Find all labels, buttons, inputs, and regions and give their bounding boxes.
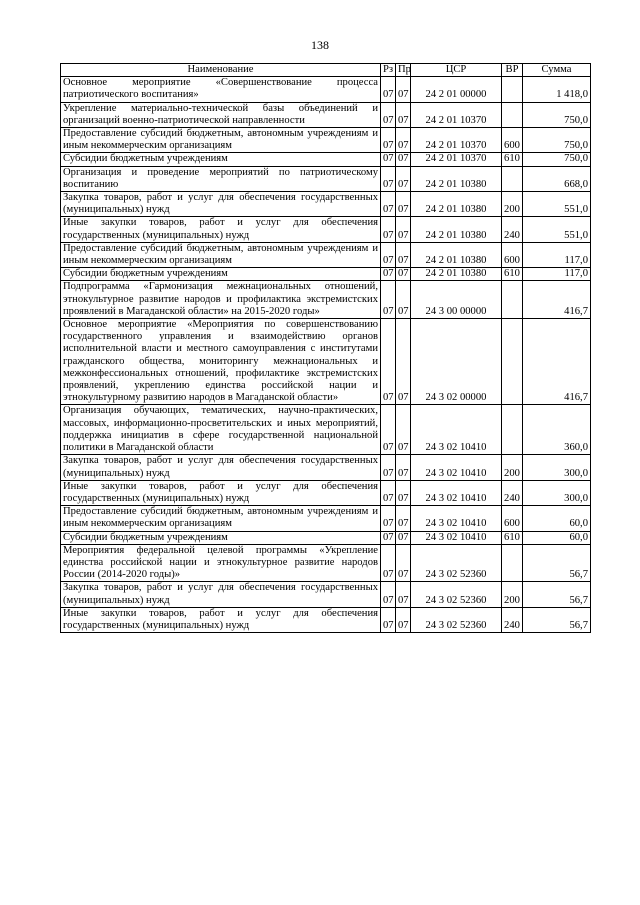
cell-pr: 07 — [396, 102, 411, 127]
cell-pr: 07 — [396, 607, 411, 632]
cell-name: Иные закупки товаров, работ и услуг для обеспечения государственных (муниципальных) нужд — [61, 607, 381, 632]
cell-sum: 117,0 — [523, 242, 591, 267]
cell-sum: 1 418,0 — [523, 77, 591, 102]
cell-sum: 416,7 — [523, 281, 591, 319]
cell-vr — [502, 319, 523, 405]
cell-name: Мероприятия федеральной целевой программы «Укрепление единства российской нации и этнокультурное развитие народов России (2014-2020 годы)» — [61, 544, 381, 582]
cell-vr: 240 — [502, 217, 523, 242]
cell-name: Субсидии бюджетным учреждениям — [61, 153, 381, 166]
cell-name: Закупка товаров, работ и услуг для обеспечения государственных (муниципальных) нужд — [61, 582, 381, 607]
table-row — [61, 455, 591, 480]
cell-rz: 07 — [381, 268, 396, 281]
cell-name: Подпрограмма «Гармонизация межнациональных отношений, этнокультурное развитие народов и профилактика экстремистских проявлений в Магаданской области» на 2015-2020 годы» — [61, 281, 381, 319]
cell-sum: 551,0 — [523, 192, 591, 217]
cell-name: Основное мероприятие «Мероприятия по совершенствованию государственного управления и взаимодействию органов исполнительной власти и местного самоуправления с институтами гражданского общества, мониторингу межнациональных и межконфессиональных отношений, профилактике экстремистских проявлений, укреплению единства российской нации и этнокультурному развитию народов в Магаданской области» — [61, 319, 381, 405]
table-body — [61, 77, 591, 633]
cell-pr: 07 — [396, 128, 411, 153]
cell-name: Иные закупки товаров, работ и услуг для обеспечения государственных (муниципальных) нужд — [61, 217, 381, 242]
table-row — [61, 102, 591, 127]
cell-pr: 07 — [396, 319, 411, 405]
cell-vr — [502, 102, 523, 127]
cell-pr: 07 — [396, 455, 411, 480]
cell-csr: 24 3 02 10410 — [411, 480, 502, 505]
page-number: 138 — [311, 38, 329, 52]
table-header — [61, 64, 591, 77]
cell-sum: 56,7 — [523, 582, 591, 607]
cell-rz: 07 — [381, 77, 396, 102]
table-row — [61, 242, 591, 267]
table-row — [61, 506, 591, 531]
cell-pr: 07 — [396, 405, 411, 455]
cell-vr: 200 — [502, 192, 523, 217]
cell-rz: 07 — [381, 153, 396, 166]
cell-sum: 56,7 — [523, 544, 591, 582]
budget-table — [60, 63, 591, 633]
header-sum: Сумма — [523, 64, 591, 77]
cell-pr: 07 — [396, 281, 411, 319]
cell-rz: 07 — [381, 166, 396, 191]
header-row — [61, 64, 591, 77]
table-row — [61, 480, 591, 505]
header-pr: Пр — [396, 64, 411, 77]
cell-csr: 24 3 00 00000 — [411, 281, 502, 319]
cell-vr: 600 — [502, 506, 523, 531]
cell-rz: 07 — [381, 242, 396, 267]
table-row — [61, 582, 591, 607]
cell-name: Иные закупки товаров, работ и услуг для обеспечения государственных (муниципальных) нужд — [61, 480, 381, 505]
cell-sum: 360,0 — [523, 405, 591, 455]
cell-name: Предоставление субсидий бюджетным, автономным учреждениям и иным некоммерческим организациям — [61, 242, 381, 267]
cell-name: Предоставление субсидий бюджетным, автономным учреждениям и иным некоммерческим организациям — [61, 506, 381, 531]
cell-csr: 24 2 01 10380 — [411, 268, 502, 281]
cell-vr: 240 — [502, 607, 523, 632]
cell-csr: 24 2 01 10370 — [411, 102, 502, 127]
table-row — [61, 192, 591, 217]
cell-rz: 07 — [381, 607, 396, 632]
header-rz: Рз — [381, 64, 396, 77]
table-row — [61, 217, 591, 242]
cell-vr — [502, 281, 523, 319]
cell-name: Основное мероприятие «Совершенствование процесса патриотического воспитания» — [61, 77, 381, 102]
cell-pr: 07 — [396, 166, 411, 191]
cell-rz: 07 — [381, 102, 396, 127]
cell-csr: 24 2 01 10380 — [411, 192, 502, 217]
cell-vr: 240 — [502, 480, 523, 505]
header-csr: ЦСР — [411, 64, 502, 77]
table-row — [61, 268, 591, 281]
cell-rz: 07 — [381, 217, 396, 242]
table-row — [61, 405, 591, 455]
cell-name: Предоставление субсидий бюджетным, автономным учреждениям и иным некоммерческим организациям — [61, 128, 381, 153]
cell-rz: 07 — [381, 531, 396, 544]
cell-name: Субсидии бюджетным учреждениям — [61, 531, 381, 544]
cell-csr: 24 3 02 52360 — [411, 607, 502, 632]
cell-pr: 07 — [396, 544, 411, 582]
table-row — [61, 153, 591, 166]
cell-pr: 07 — [396, 480, 411, 505]
cell-rz: 07 — [381, 319, 396, 405]
cell-name: Закупка товаров, работ и услуг для обеспечения государственных (муниципальных) нужд — [61, 192, 381, 217]
table-row — [61, 531, 591, 544]
cell-pr: 07 — [396, 506, 411, 531]
cell-pr: 07 — [396, 531, 411, 544]
cell-rz: 07 — [381, 455, 396, 480]
table-row — [61, 544, 591, 582]
cell-pr: 07 — [396, 217, 411, 242]
cell-csr: 24 2 01 10370 — [411, 128, 502, 153]
cell-csr: 24 2 01 00000 — [411, 77, 502, 102]
table-row — [61, 77, 591, 102]
header-vr: ВР — [502, 64, 523, 77]
cell-csr: 24 3 02 52360 — [411, 544, 502, 582]
table-row — [61, 281, 591, 319]
table-row — [61, 166, 591, 191]
cell-sum: 60,0 — [523, 531, 591, 544]
cell-sum: 60,0 — [523, 506, 591, 531]
cell-sum: 300,0 — [523, 480, 591, 505]
header-name: Наименование — [61, 64, 381, 77]
cell-csr: 24 3 02 10410 — [411, 531, 502, 544]
cell-name: Организация обучающих, тематических, научно-практических, массовых, информационно-просветительских и иных мероприятий, поддержка инициатив в сфере государственной национальной политики в Магаданской области — [61, 405, 381, 455]
cell-name: Субсидии бюджетным учреждениям — [61, 268, 381, 281]
cell-pr: 07 — [396, 192, 411, 217]
table-row — [61, 128, 591, 153]
cell-vr: 610 — [502, 531, 523, 544]
table-row — [61, 319, 591, 405]
cell-sum: 416,7 — [523, 319, 591, 405]
cell-vr: 610 — [502, 268, 523, 281]
cell-rz: 07 — [381, 480, 396, 505]
cell-sum: 750,0 — [523, 128, 591, 153]
cell-csr: 24 2 01 10380 — [411, 166, 502, 191]
cell-vr — [502, 544, 523, 582]
cell-vr — [502, 77, 523, 102]
cell-vr: 600 — [502, 128, 523, 153]
cell-csr: 24 3 02 00000 — [411, 319, 502, 405]
cell-name: Укрепление материально-технической базы объединений и организаций военно-патриотической направленности — [61, 102, 381, 127]
cell-rz: 07 — [381, 582, 396, 607]
cell-sum: 300,0 — [523, 455, 591, 480]
cell-sum: 56,7 — [523, 607, 591, 632]
cell-vr — [502, 405, 523, 455]
cell-pr: 07 — [396, 153, 411, 166]
cell-csr: 24 3 02 10410 — [411, 455, 502, 480]
cell-vr: 610 — [502, 153, 523, 166]
cell-pr: 07 — [396, 77, 411, 102]
cell-csr: 24 3 02 10410 — [411, 506, 502, 531]
cell-csr: 24 3 02 10410 — [411, 405, 502, 455]
cell-sum: 668,0 — [523, 166, 591, 191]
cell-csr: 24 2 01 10370 — [411, 153, 502, 166]
cell-csr: 24 2 01 10380 — [411, 217, 502, 242]
cell-pr: 07 — [396, 242, 411, 267]
cell-sum: 750,0 — [523, 153, 591, 166]
cell-rz: 07 — [381, 192, 396, 217]
cell-rz: 07 — [381, 128, 396, 153]
cell-rz: 07 — [381, 281, 396, 319]
cell-sum: 117,0 — [523, 268, 591, 281]
cell-csr: 24 2 01 10380 — [411, 242, 502, 267]
table-row — [61, 607, 591, 632]
cell-vr — [502, 166, 523, 191]
cell-rz: 07 — [381, 405, 396, 455]
cell-rz: 07 — [381, 544, 396, 582]
cell-sum: 750,0 — [523, 102, 591, 127]
cell-pr: 07 — [396, 268, 411, 281]
cell-vr: 200 — [502, 455, 523, 480]
cell-sum: 551,0 — [523, 217, 591, 242]
cell-name: Закупка товаров, работ и услуг для обеспечения государственных (муниципальных) нужд — [61, 455, 381, 480]
cell-name: Организация и проведение мероприятий по патриотическому воспитанию — [61, 166, 381, 191]
cell-vr: 600 — [502, 242, 523, 267]
cell-vr: 200 — [502, 582, 523, 607]
cell-rz: 07 — [381, 506, 396, 531]
cell-csr: 24 3 02 52360 — [411, 582, 502, 607]
cell-pr: 07 — [396, 582, 411, 607]
